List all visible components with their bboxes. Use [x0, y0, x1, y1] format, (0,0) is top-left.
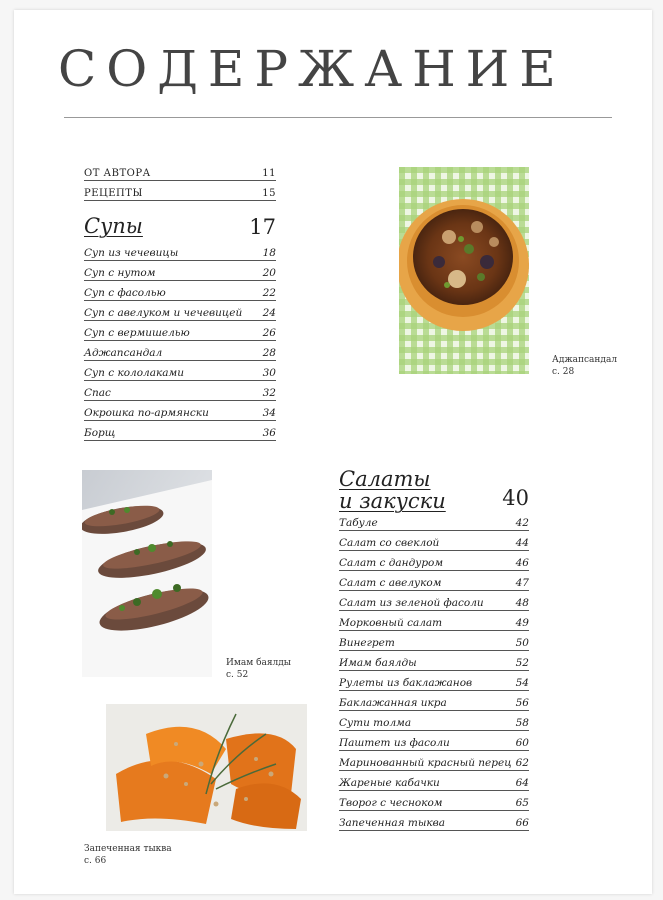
toc-entry-page: 28 — [262, 347, 276, 359]
toc-entry[interactable] — [84, 240, 276, 261]
toc-entry-page: 24 — [262, 307, 276, 319]
toc-entry-label: Сути толма — [339, 717, 412, 729]
caption-name: Аджапсандал — [552, 355, 618, 365]
toc-entry-label: Салат со свеклой — [339, 537, 440, 549]
toc-entry-page: 52 — [515, 657, 529, 669]
caption-page: с. 52 — [226, 670, 249, 680]
toc-entry[interactable] — [84, 380, 276, 401]
toc-entry-page: 58 — [515, 717, 529, 729]
toc-entry[interactable] — [339, 550, 529, 571]
photo-ajapsandal — [399, 167, 529, 374]
toc-entry[interactable] — [339, 610, 529, 631]
toc-entry-label: Салат с дандуром — [339, 557, 444, 569]
caption-page: с. 66 — [84, 856, 107, 866]
title-divider — [64, 117, 612, 118]
toc-entry-page: 42 — [515, 517, 529, 529]
toc-entry[interactable] — [84, 280, 276, 301]
page-title: СОДЕРЖАНИЕ — [58, 40, 566, 98]
section-heading-line1: Салаты — [339, 467, 431, 491]
toc-entry-page: 15 — [262, 188, 276, 199]
toc-entry[interactable] — [339, 510, 529, 531]
photo-imam-bayaldi — [82, 470, 212, 677]
toc-entry-page: 56 — [515, 697, 529, 709]
toc-entry-page: 44 — [515, 537, 529, 549]
toc-entry-label: Имам баялды — [339, 657, 417, 669]
toc-right — [339, 468, 529, 830]
toc-entry[interactable] — [339, 790, 529, 811]
toc-entry-label: Маринованный красный перец — [339, 757, 512, 769]
toc-entry-label: Суп с кололаками — [84, 367, 184, 379]
toc-entry-label: Суп с фасолью — [84, 287, 166, 299]
toc-entry-page: 11 — [262, 168, 276, 179]
toc-entry-page: 26 — [262, 327, 276, 339]
stew-bowl-illustration — [399, 167, 529, 374]
toc-entry-label: Салат из зеленой фасоли — [339, 597, 484, 609]
eggplant-dish-illustration — [82, 470, 212, 677]
section-heading-salads[interactable] — [339, 468, 529, 512]
toc-entry[interactable] — [339, 650, 529, 671]
toc-entry[interactable] — [84, 300, 276, 321]
toc-entry-label: Баклажанная икра — [339, 697, 447, 709]
toc-entry[interactable] — [339, 630, 529, 651]
toc-entry[interactable] — [84, 340, 276, 361]
toc-entry-label: Рулеты из баклажанов — [339, 677, 473, 689]
caption-imam-bayaldi — [226, 657, 291, 681]
toc-entry-label: Жареные кабачки — [339, 777, 440, 789]
toc-entry-label: Суп из чечевицы — [84, 247, 179, 259]
toc-entry-page: 48 — [515, 597, 529, 609]
caption-name: Имам баялды — [226, 658, 291, 668]
toc-entry-label: Борщ — [84, 427, 116, 439]
toc-entry[interactable] — [339, 730, 529, 751]
toc-entry-recipes[interactable] — [84, 180, 276, 201]
section-heading-soups[interactable] — [84, 215, 276, 241]
toc-entry-label: Салат с авелуком — [339, 577, 442, 589]
toc-entry-label: Аджапсандал — [84, 347, 163, 359]
toc-entry-page: 50 — [515, 637, 529, 649]
toc-entry-label: РЕЦЕПТЫ — [84, 188, 143, 199]
toc-entry[interactable] — [339, 710, 529, 731]
toc-entry[interactable] — [84, 360, 276, 381]
caption-name: Запеченная тыква — [84, 844, 172, 854]
caption-ajapsandal — [552, 354, 617, 378]
section-heading-page: 17 — [249, 215, 276, 239]
toc-left — [84, 160, 276, 440]
toc-entry-page: 18 — [262, 247, 276, 259]
toc-entry-label: Творог с чесноком — [339, 797, 443, 809]
toc-entry[interactable] — [84, 260, 276, 281]
toc-entry[interactable] — [339, 690, 529, 711]
toc-entry[interactable] — [339, 670, 529, 691]
toc-entry-page: 36 — [262, 427, 276, 439]
toc-entry-label: Морковный салат — [339, 617, 443, 629]
toc-entry-label: Спас — [84, 387, 111, 399]
toc-entry-label: Табуле — [339, 517, 378, 529]
toc-entry[interactable] — [339, 770, 529, 791]
toc-entry-page: 22 — [262, 287, 276, 299]
section-heading-label: Супы — [84, 214, 143, 238]
toc-entry-page: 65 — [515, 797, 529, 809]
toc-entry-author[interactable] — [84, 160, 276, 181]
toc-entry-page: 46 — [515, 557, 529, 569]
toc-entry-label: ОТ АВТОРА — [84, 168, 151, 179]
section-heading-line2: и закуски — [339, 489, 446, 513]
toc-entry[interactable] — [84, 400, 276, 421]
toc-entry[interactable] — [339, 530, 529, 551]
toc-entry-page: 60 — [515, 737, 529, 749]
toc-entry-page: 32 — [262, 387, 276, 399]
toc-entry-page: 20 — [262, 267, 276, 279]
photo-baked-pumpkin — [106, 704, 307, 831]
toc-entry-label: Суп с авелуком и чечевицей — [84, 307, 243, 319]
toc-entry[interactable] — [339, 590, 529, 611]
toc-entry-page: 49 — [515, 617, 529, 629]
toc-entry[interactable] — [339, 570, 529, 591]
toc-entry-label: Суп с вермишелью — [84, 327, 190, 339]
toc-entry-page: 66 — [515, 817, 529, 829]
toc-entry-page: 64 — [515, 777, 529, 789]
caption-page: с. 28 — [552, 367, 575, 377]
toc-entry-label: Окрошка по-армянски — [84, 407, 209, 419]
toc-entry-page: 54 — [515, 677, 529, 689]
section-heading-page: 40 — [502, 486, 529, 510]
toc-entry-page: 34 — [262, 407, 276, 419]
toc-entry[interactable] — [339, 810, 529, 831]
toc-entry-page: 47 — [515, 577, 529, 589]
toc-entry-page: 62 — [515, 757, 529, 769]
toc-entry-label: Суп с нутом — [84, 267, 156, 279]
toc-entry[interactable] — [339, 750, 529, 771]
baked-pumpkin-illustration — [106, 704, 307, 831]
toc-entry-label: Паштет из фасоли — [339, 737, 450, 749]
toc-entry-label: Запеченная тыква — [339, 817, 446, 829]
toc-entry-label: Винегрет — [339, 637, 395, 649]
toc-entry-page: 30 — [262, 367, 276, 379]
caption-baked-pumpkin — [84, 843, 172, 867]
toc-entry[interactable] — [84, 420, 276, 441]
toc-entry[interactable] — [84, 320, 276, 341]
